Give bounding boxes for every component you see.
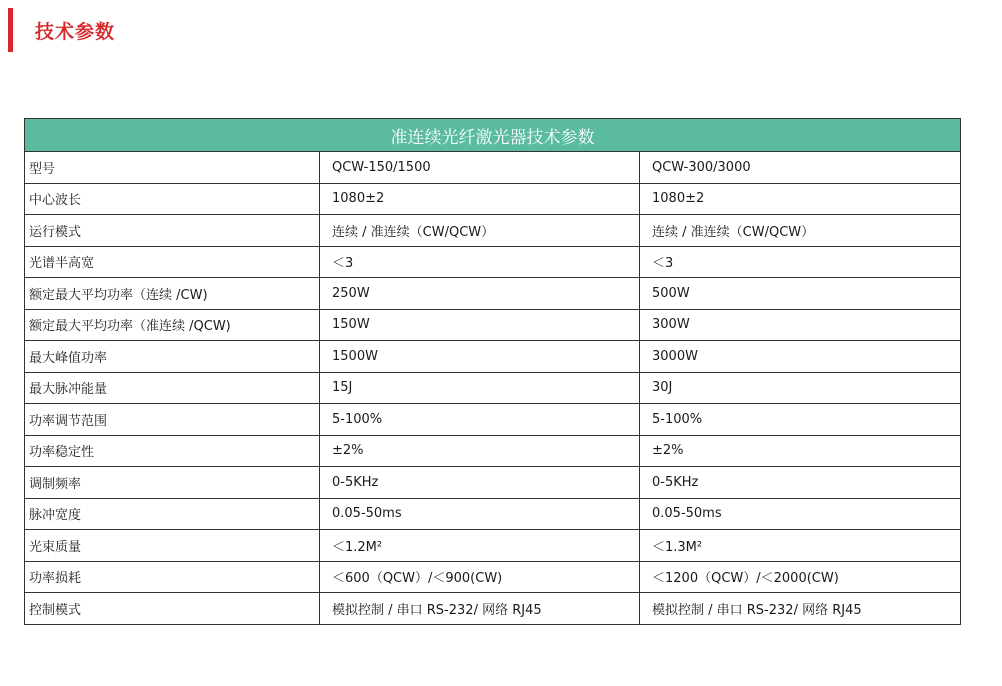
- row-value-model-b: 3000W: [640, 341, 961, 373]
- row-value-model-b: QCW-300/3000: [640, 152, 961, 184]
- row-value-model-b: 30J: [640, 372, 961, 404]
- row-value-model-a: 150W: [320, 309, 640, 341]
- row-value-model-a: 0.05-50ms: [320, 498, 640, 530]
- row-value-model-b: ＜1.3M²: [640, 530, 961, 562]
- row-value-model-a: ＜1.2M²: [320, 530, 640, 562]
- section-title: 技术参数: [35, 20, 116, 43]
- table-row: [25, 246, 961, 278]
- row-label: 中心波长: [25, 183, 320, 215]
- table-row: [25, 530, 961, 562]
- table-caption-row: [25, 119, 961, 152]
- row-value-model-a: 连续 / 准连续（CW/QCW）: [320, 215, 640, 247]
- row-label: 功率稳定性: [25, 435, 320, 467]
- row-value-model-b: ±2%: [640, 435, 961, 467]
- row-label: 额定最大平均功率（准连续 /QCW): [25, 309, 320, 341]
- table-row: [25, 467, 961, 499]
- row-value-model-b: 0-5KHz: [640, 467, 961, 499]
- table-row: [25, 561, 961, 593]
- table-row: [25, 404, 961, 436]
- table-caption: 准连续光纤激光器技术参数: [25, 119, 961, 152]
- row-value-model-a: 5-100%: [320, 404, 640, 436]
- row-value-model-a: 250W: [320, 278, 640, 310]
- row-label: 功率调节范围: [25, 404, 320, 436]
- row-value-model-a: QCW-150/1500: [320, 152, 640, 184]
- table-row: [25, 372, 961, 404]
- row-value-model-b: 模拟控制 / 串口 RS-232/ 网络 RJ45: [640, 593, 961, 625]
- row-value-model-b: 0.05-50ms: [640, 498, 961, 530]
- row-value-model-a: ＜600（QCW）/＜900(CW): [320, 561, 640, 593]
- row-value-model-b: 5-100%: [640, 404, 961, 436]
- accent-bar: [8, 8, 13, 52]
- row-label: 控制模式: [25, 593, 320, 625]
- row-value-model-a: 1500W: [320, 341, 640, 373]
- row-value-model-b: ＜1200（QCW）/＜2000(CW): [640, 561, 961, 593]
- table-row: [25, 183, 961, 215]
- row-value-model-b: 连续 / 准连续（CW/QCW）: [640, 215, 961, 247]
- table-row: [25, 435, 961, 467]
- row-label: 脉冲宽度: [25, 498, 320, 530]
- row-value-model-b: ＜3: [640, 246, 961, 278]
- row-value-model-a: 15J: [320, 372, 640, 404]
- table-row: [25, 309, 961, 341]
- row-label: 功率损耗: [25, 561, 320, 593]
- row-value-model-a: ＜3: [320, 246, 640, 278]
- table-row: [25, 152, 961, 184]
- row-value-model-a: 0-5KHz: [320, 467, 640, 499]
- spec-table: [24, 118, 961, 625]
- table-body: [25, 152, 961, 625]
- table-row: [25, 341, 961, 373]
- section-header: [8, 8, 115, 52]
- row-value-model-b: 1080±2: [640, 183, 961, 215]
- row-label: 最大脉冲能量: [25, 372, 320, 404]
- table-row: [25, 215, 961, 247]
- row-value-model-a: 模拟控制 / 串口 RS-232/ 网络 RJ45: [320, 593, 640, 625]
- row-value-model-a: ±2%: [320, 435, 640, 467]
- table-row: [25, 278, 961, 310]
- row-label: 光束质量: [25, 530, 320, 562]
- row-value-model-a: 1080±2: [320, 183, 640, 215]
- row-label: 型号: [25, 152, 320, 184]
- row-label: 运行模式: [25, 215, 320, 247]
- row-label: 最大峰值功率: [25, 341, 320, 373]
- row-label: 额定最大平均功率（连续 /CW): [25, 278, 320, 310]
- row-value-model-b: 500W: [640, 278, 961, 310]
- row-label: 调制频率: [25, 467, 320, 499]
- table-row: [25, 593, 961, 625]
- row-label: 光谱半高宽: [25, 246, 320, 278]
- row-value-model-b: 300W: [640, 309, 961, 341]
- table-row: [25, 498, 961, 530]
